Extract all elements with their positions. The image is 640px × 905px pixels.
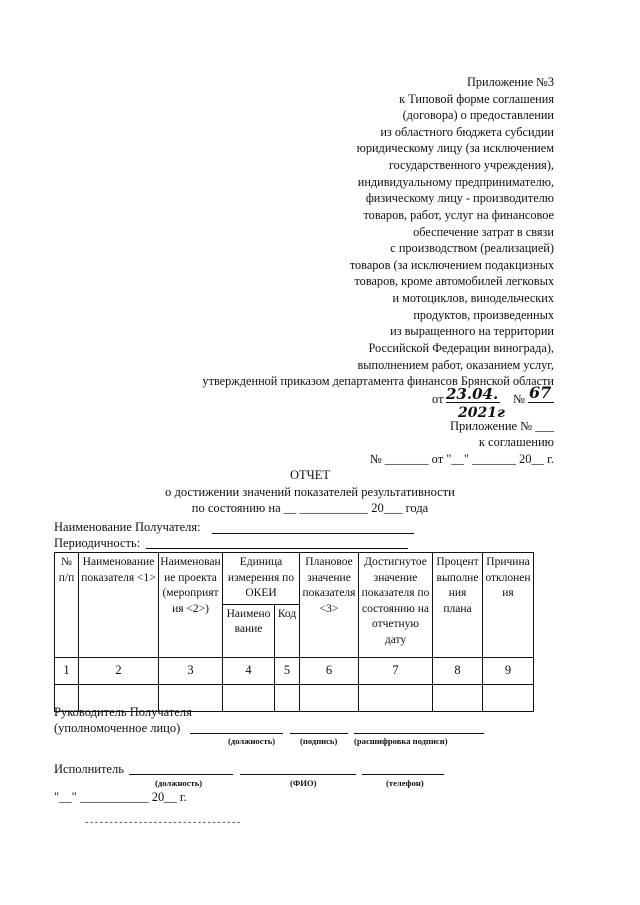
table-cell[interactable] (359, 684, 433, 711)
head-label-sub: (уполномоченное лицо) (54, 721, 181, 735)
header-line: утвержденной приказом департамента финансов Брянской области (202, 374, 554, 388)
executor-caption-name: (ФИО) (290, 778, 317, 788)
column-number: 4 (223, 657, 275, 684)
order-number-underline (528, 402, 554, 403)
header-line: государственного учреждения), (388, 158, 554, 172)
order-number-prefix: № (513, 392, 525, 406)
agreement-appendix-label: Приложение № ___ (449, 419, 554, 433)
periodicity-label: Периодичность: (54, 536, 141, 550)
header-line: Приложение №3 (467, 75, 554, 89)
header-line: из областного бюджета субсидии (380, 125, 554, 139)
header-line: из выращенного на территории (390, 324, 554, 338)
header-line: товаров, работ, услуг на финансовое (363, 208, 554, 222)
column-number: 2 (79, 657, 159, 684)
header-indicator: Наименование показателя <1> (79, 553, 159, 658)
header-line: с производством (реализацией) (390, 241, 554, 255)
header-project: Наименование проекта (мероприятия <2>) (159, 553, 223, 658)
order-number-handwritten: 67 (529, 383, 552, 402)
column-number: 9 (483, 657, 534, 684)
executor-name-line[interactable] (240, 774, 356, 775)
header-num: № п/п (55, 553, 79, 658)
header-line: товаров (за исключением подакцизных (349, 258, 554, 272)
footnote-separator: -------------------------------- (84, 818, 241, 828)
column-number-row (55, 657, 534, 684)
column-number: 1 (55, 657, 79, 684)
column-number: 6 (300, 657, 359, 684)
report-title: ОТЧЕТ (289, 468, 331, 482)
header-line: выполнением работ, оказанием услуг, (357, 358, 554, 372)
report-table (54, 552, 534, 712)
header-planned: Плановое значение показателя <3> (300, 553, 359, 658)
executor-phone-line[interactable] (362, 774, 444, 775)
executor-caption-position: (должность) (155, 778, 203, 788)
header-line: физическому лицу - производителю (365, 191, 554, 205)
table-cell[interactable] (300, 684, 359, 711)
recipient-line[interactable] (212, 533, 414, 534)
head-decoding-line[interactable] (354, 733, 484, 734)
column-number: 7 (359, 657, 433, 684)
head-label: Руководитель Получателя (54, 705, 192, 719)
header-line: и мотоциклов, винодельческих (392, 291, 554, 305)
order-year-handwritten: 2021г (458, 405, 505, 421)
header-achieved: Достигнутое значение показателя по состоянию на отчетную дату (359, 553, 433, 658)
order-date-prefix: от (432, 392, 444, 406)
column-number: 8 (433, 657, 483, 684)
executor-label: Исполнитель (54, 762, 124, 776)
table-cell[interactable] (223, 684, 275, 711)
header-line: Российской Федерации винограда), (368, 341, 554, 355)
recipient-label: Наименование Получателя: (54, 520, 201, 534)
header-unit-name: Наименование (223, 604, 275, 657)
date-line: "__" ___________ 20__ г. (54, 790, 187, 804)
head-position-line[interactable] (190, 733, 283, 734)
column-number: 5 (275, 657, 300, 684)
order-date-handwritten: 23.04. (446, 385, 499, 403)
head-signature-line[interactable] (290, 733, 348, 734)
header-unit-group: Единица измерения по ОКЕИ (223, 553, 300, 605)
column-number: 3 (159, 657, 223, 684)
header-line: продуктов, произведенных (413, 308, 554, 322)
report-subtitle: о достижении значений показателей результативности (165, 485, 455, 499)
executor-caption-phone: (телефон) (386, 778, 424, 788)
report-as-of: по состоянию на __ ___________ 20___ года (191, 501, 429, 515)
agreement-label: к соглашению (478, 435, 554, 449)
head-caption-signature: (подпись) (300, 736, 338, 746)
header-percent: Процент выполнения плана (433, 553, 483, 658)
header-line: (договора) о предоставлении (402, 108, 554, 122)
head-caption-position: (должность) (228, 736, 276, 746)
periodicity-line[interactable] (146, 548, 408, 549)
table-cell[interactable] (433, 684, 483, 711)
order-date-underline (446, 402, 500, 403)
header-unit-code: Код (275, 604, 300, 657)
header-line: обеспечение затрат в связи (413, 225, 554, 239)
header-reason: Причина отклонения (483, 553, 534, 658)
executor-position-line[interactable] (129, 774, 233, 775)
header-line: к Типовой форме соглашения (399, 92, 554, 106)
header-line: индивидуальному предпринимателю, (357, 175, 554, 189)
header-line: товаров, кроме автомобилей легковых (354, 274, 554, 288)
header-line: юридическому лицу (за исключением (356, 141, 554, 155)
agreement-number-date: № _______ от "__" _______ 20__ г. (369, 452, 554, 466)
head-caption-decoding: (расшифровка подписи) (354, 736, 448, 746)
table-cell[interactable] (275, 684, 300, 711)
table-cell[interactable] (483, 684, 534, 711)
